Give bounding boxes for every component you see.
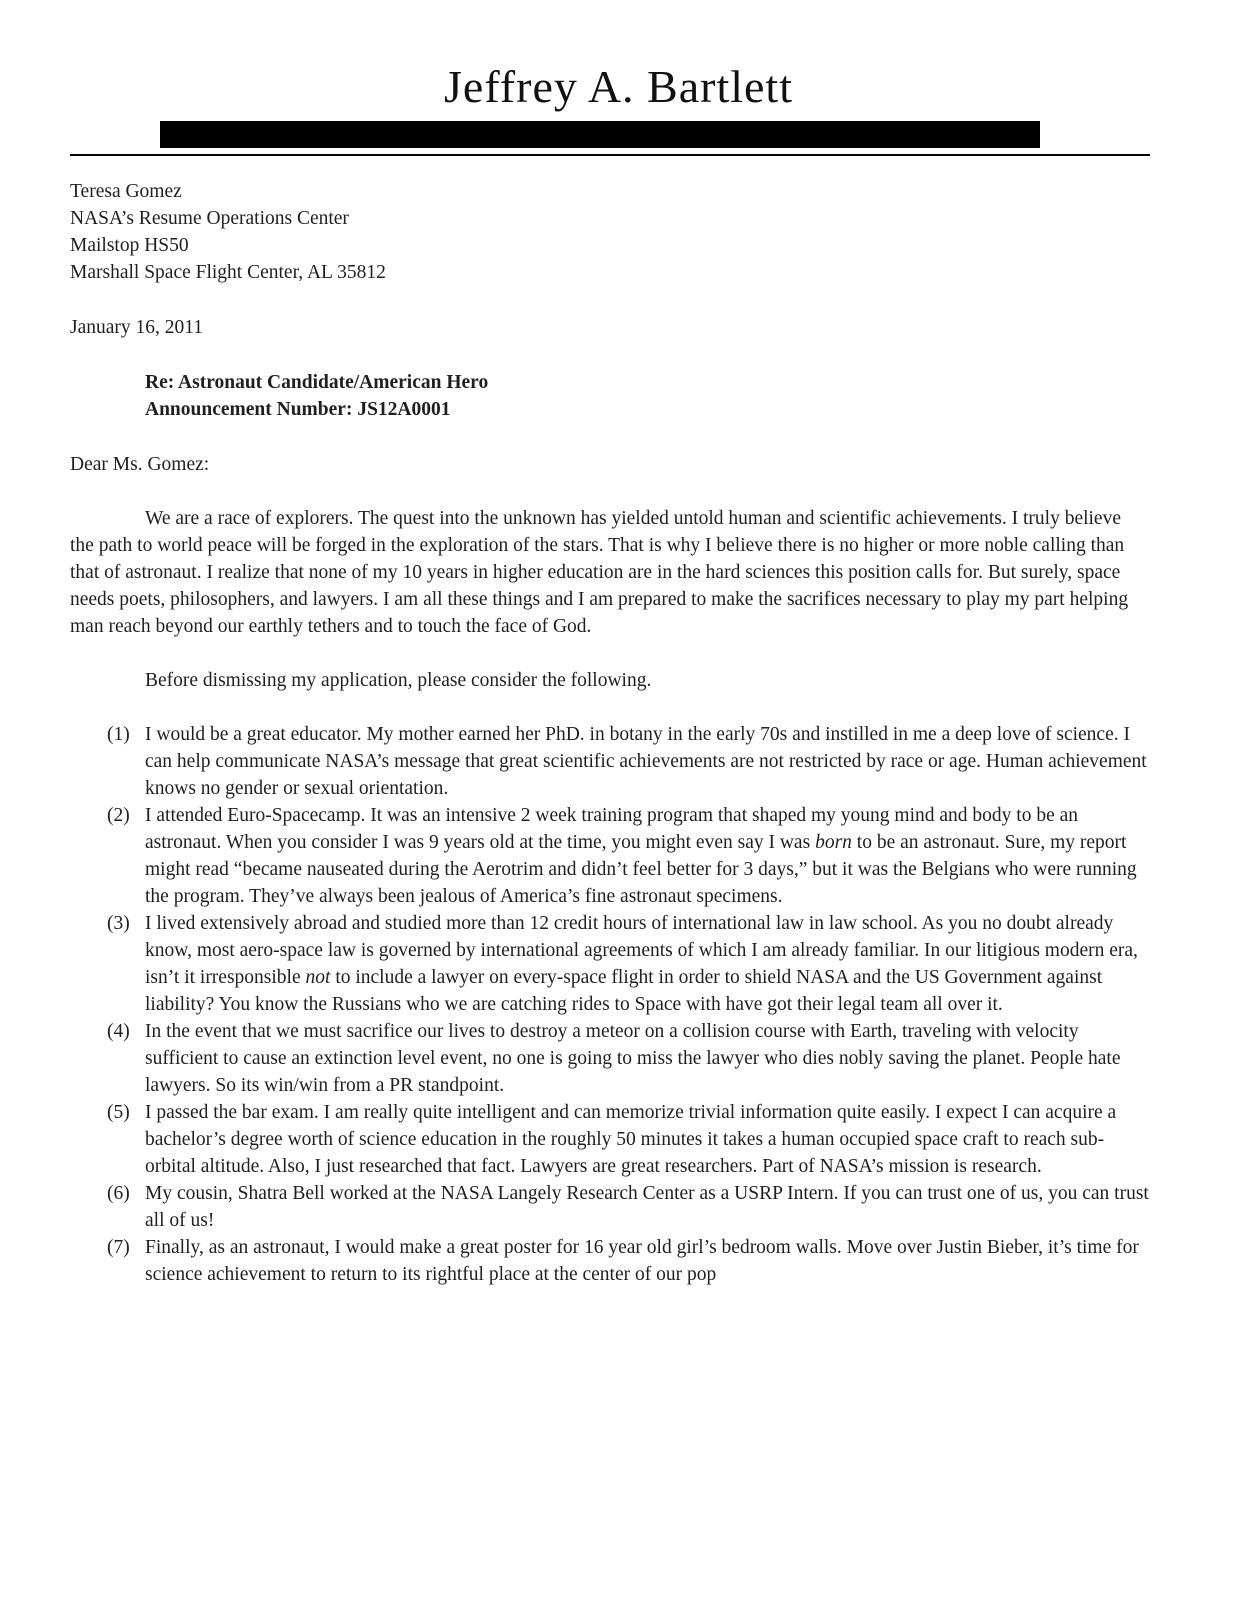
recipient-line: Marshall Space Flight Center, AL 35812 xyxy=(70,262,386,283)
list-item-number: (7) xyxy=(107,1237,130,1258)
list-item xyxy=(70,721,1149,802)
list-item-number: (2) xyxy=(107,805,130,826)
list-item-number: (1) xyxy=(107,724,130,745)
list-item xyxy=(70,1099,1149,1180)
list-item-text: My cousin, Shatra Bell worked at the NASA Langely Research Center as a USRP Intern. If you can trust one of us, you can trust all of us! xyxy=(145,1183,1149,1231)
redacted-address-bar xyxy=(160,121,1040,148)
list-item-text: I passed the bar exam. I am really quite intelligent and can memorize trivial information quite easily. I expect I can acquire a bachelor’s degree worth of science education in the roughly 50 minutes it takes a human occupied space craft to reach sub-orbital altitude. Also, I just researched that fact. Lawyers are great researchers. Part of NASA’s mission is research. xyxy=(145,1102,1117,1177)
list-item-text: I attended Euro-Spacecamp. It was an intensive 2 week training program that shaped my young mind and body to be an astronaut. When you consider I was 9 years old at the time, you might even say I was born to be an astronaut. Sure, my report might read “became nauseated during the Aerotrim and didn’t feel better for 3 days,” but it was the Belgians who were running the program. They’ve always been jealous of America’s fine astronaut specimens. xyxy=(145,805,1137,907)
salutation: Dear Ms. Gomez: xyxy=(70,454,210,475)
body-paragraph-1: We are a race of explorers. The quest into the unknown has yielded untold human and scientific achievements. I truly believe the path to world peace will be forged in the exploration of the stars. That is why I believe there is no higher or more noble calling than that of astronaut. I realize that none of my 10 years in higher education are in the hard sciences this position calls for. But surely, space needs poets, philosophers, and lawyers. I am all these things and I am prepared to make the sacrifices necessary to play my part helping man reach beyond our earthly tethers and to touch the face of God. xyxy=(70,508,1129,637)
list-item-text: I would be a great educator. My mother earned her PhD. in botany in the early 70s and instilled in me a deep love of science. I can help communicate NASA’s message that great scientific achievements are not restricted by race or age. Human achievement knows no gender or sexual orientation. xyxy=(145,724,1147,799)
letter-body xyxy=(70,178,1149,1288)
recipient-line: NASA’s Resume Operations Center xyxy=(70,208,349,229)
recipient-block xyxy=(70,178,1149,286)
numbered-list xyxy=(70,721,1149,1288)
list-item xyxy=(70,910,1149,1018)
subject-block xyxy=(145,369,1149,423)
date-line: January 16, 2011 xyxy=(70,317,204,338)
list-item-number: (3) xyxy=(107,913,130,934)
header-divider xyxy=(70,154,1150,156)
recipient-line: Mailstop HS50 xyxy=(70,235,189,256)
list-item-number: (6) xyxy=(107,1183,130,1204)
body-paragraph-2: Before dismissing my application, please consider the following. xyxy=(145,670,652,691)
list-item-text: Finally, as an astronaut, I would make a great poster for 16 year old girl’s bedroom walls. Move over Justin Bieber, it’s time for science achievement to return to its rightful place at the center of our pop xyxy=(145,1237,1139,1285)
list-item-number: (5) xyxy=(107,1102,130,1123)
list-item xyxy=(70,802,1149,910)
list-item xyxy=(70,1180,1149,1234)
list-item-text: I lived extensively abroad and studied more than 12 credit hours of international law in law school. As you no doubt already know, most aero-space law is governed by international agreements of which I am already familiar. In our litigious modern era, isn’t it irresponsible not to include a lawyer on every-space flight in order to shield NASA and the US Government against liability? You know the Russians who we are catching rides to Space with have got their legal team all over it. xyxy=(145,913,1138,1015)
letterhead-name: Jeffrey A. Bartlett xyxy=(444,61,793,112)
subject-line-announcement: Announcement Number: JS12A0001 xyxy=(145,399,451,420)
list-item xyxy=(70,1018,1149,1099)
list-item xyxy=(70,1234,1149,1288)
subject-line-re: Re: Astronaut Candidate/American Hero xyxy=(145,372,489,393)
list-item-text: In the event that we must sacrifice our lives to destroy a meteor on a collision course with Earth, traveling with velocity sufficient to cause an extinction level event, no one is going to miss the lawyer who dies nobly saving the planet. People hate lawyers. So its win/win from a PR standpoint. xyxy=(145,1021,1121,1096)
recipient-line: Teresa Gomez xyxy=(70,181,182,202)
list-item-number: (4) xyxy=(107,1021,130,1042)
